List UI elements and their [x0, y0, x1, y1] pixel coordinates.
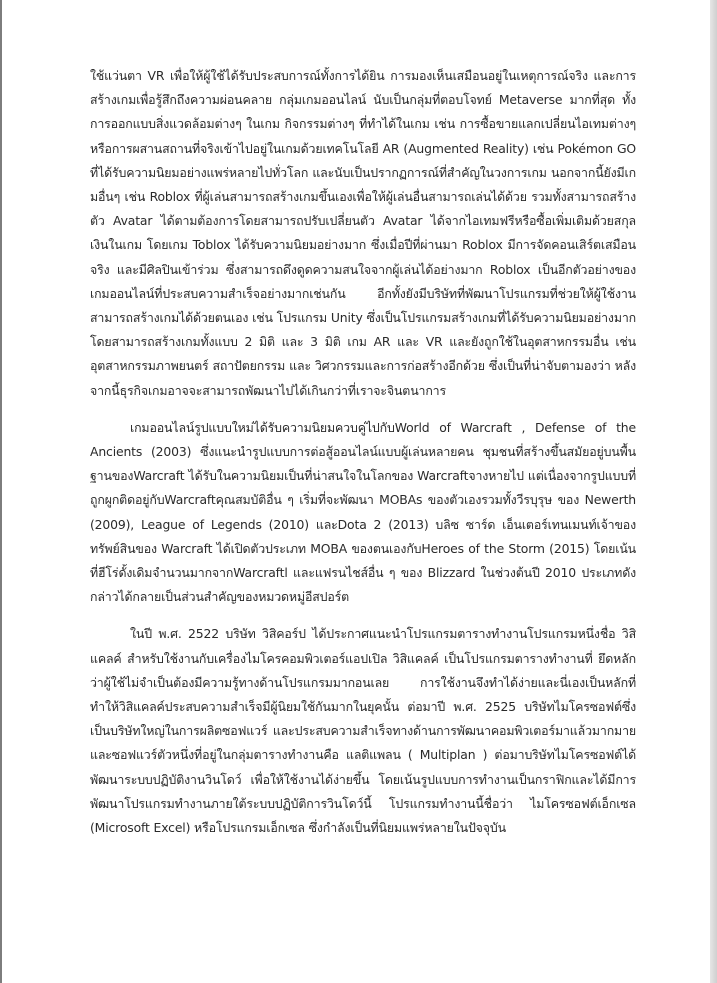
page-left-edge — [0, 0, 2, 983]
paragraph-spreadsheet-history: ในปี พ.ศ. 2522 บริษัท วิสิคอร์ป ได้ประกาศแนะนำโปรแกรมตารางทำงานโปรแกรมหนึ่งชื่อ วิสิแคลค์ สำหรับใช้งานกับเครื่องไมโครคอมพิวเตอร์แอปเปิล วิสิแคลค์ เป็นโปรแกรมตารางทำงานที่ ยึดหลักว่าผู้ใช้ไม่จำเป็นต้องมีความรู้ทางด้านโปรแกรมมากอนเลย การใช้งานจึงทำได้ง่ายและนี่เองเป็นหลักที่ทำให้วิสิแคลค์ประสบความสำเร็จมีผู้นิยมใช้กันมากในยุคนั้น ต่อมาปี พ.ศ. 2525 บริษัทไมโครซอฟต์ซึ่งเป็นบริษัทใหญ่ในการผลิตซอฟแวร์ และประสบความสำเร็จทางด้านการพัฒนาคอมพิวเตอร์มาแล้วมากมาย และซอฟแวร์ตัวหนึ่งที่อยู่ในกลุ่มตารางทำงานคือ แลติแพลน ( Multiplan ) ต่อมาบริษัทไมโครซอฟต์ได้พัฒนาระบบปฏิบัติงานวินโดว์ เพื่อให้ใช้งานได้ง่ายขึ้น โดยเน้นรูปแบบการทำงานเป็นกราฟิกและได้มีการพัฒนาโปรแกรมทำงานภายใต้ระบบปฏิบัติการวินโดว์นี้ โปรแกรมทำงานนี้ชื่อว่า ไมโครซอฟต์เอ็กเซล (Microsoft Excel) หรือโปรแกรมเอ็กเซล ซึ่งกำลังเป็นที่นิยมแพร่หลายในปัจจุบัน — [90, 626, 636, 836]
document-body — [90, 64, 636, 840]
page-right-edge — [710, 0, 717, 983]
paragraph-metaverse-games: ใช้แว่นตา VR เพื่อให้ผู้ใช้ได้รับประสบการณ์ทั้งการได้ยิน การมองเห็นเสมือนอยู่ในเหตุการณ์จริง และการสร้างเกมเพื่อรู้สึกถึงความผ่อนคลาย กลุ่มเกมออนไลน์ นับเป็นกลุ่มที่ตอบโจทย์ Metaverse มากที่สุด ทั้งการออกแบบสิ่งแวดล้อมต่างๆ ในเกม กิจกรรมต่างๆ ที่ทำได้ในเกม เช่น การซื้อขายแลกเปลี่ยนไอเทมต่างๆ หรือการผสานสถานที่จริงเข้าไปอยู่ในเกมด้วยเทคโนโลยี AR (Augmented Reality) เช่น Pokémon GO ที่ได้รับความนิยมอย่างแพร่หลายไปทั่วโลก และนับเป็นปรากฏการณ์ที่สำคัญในวงการเกม นอกจากนี้ยังมีเกมอื่นๆ เช่น Roblox ที่ผู้เล่นสามารถสร้างเกมขึ้นเองเพื่อให้ผู้เล่นอื่นสามารถเล่นได้ด้วย รวมทั้งสามารถสร้างตัว Avatar ได้ตามต้องการโดยสามารถปรับเปลี่ยนตัว Avatar ได้จากไอเทมฟรีหรือซื้อเพิ่มเติมด้วยสกุลเงินในเกม โดยเกม Toblox ได้รับความนิยมอย่างมาก ซึ่งเมื่อปีที่ผ่านมา Roblox มีการจัดคอนเสิร์ตเสมือนจริง และมีศิลปินเข้าร่วม ซึ่งสามารถดึงดูดความสนใจจากผู้เล่นได้อย่างมาก Roblox เป็นอีกตัวอย่างของเกมออนไลน์ที่ประสบความสำเร็จอย่างมากเช่นกัน อีกทั้งยังมีบริษัทที่พัฒนาโปรแกรมที่ช่วยให้ผู้ใช้งานสามารถสร้างเกมได้ด้วยตนเอง เช่น โปรแกรม Unity ซึ่งเป็นโปรแกรมสร้างเกมที่ได้รับความนิยมอย่างมาก โดยสามารถสร้างเกมทั้งแบบ 2 มิติ และ 3 มิติ เกม AR และ VR และยังถูกใช้ในอุตสาหกรรมอื่น เช่น อุตสาหกรรมภาพยนตร์ สถาปัตยกรรม และ วิศวกรรมและการก่อสร้างอีกด้วย ซึ่งเป็นที่น่าจับตามองว่า หลังจากนี้ธุรกิจเกมอาจจะสามารถพัฒนาไปได้เกินกว่าที่เราจะจินตนาการ — [90, 68, 636, 398]
paragraph-moba-history: เกมออนไลน์รูปแบบใหม่ได้รับความนิยมควบคู่ไปกับWorld of Warcraft , Defense of the Ancients (2003) ซึ่งแนะนำรูปแบบการต่อสู้ออนไลน์แบบผู้เล่นหลายคน ชุมชนที่สร้างขึ้นสมัยอยู่บนพื้นฐานของWarcraft ได้รับในความนิยมเป็นที่น่าสนใจในโลกของ Warcraftจางหายไป แต่เนื่องจากรูปแบบที่ถูกผูกติดอยู่กับWarcraftคุณสมบัติอื่น ๆ เริ่มที่จะพัฒนา MOBAs ของตัวเองรวมทั้งวีรบุรุษ ของ Newerth (2009), League of Legends (2010) และDota 2 (2013) บลิซ ซาร์ด เอ็นเตอร์เทนเมนท์เจ้าของทรัพย์สินของ Warcraft ได้เปิดตัวประเภท MOBA ของตนเองกับHeroes of the Storm (2015) โดยเน้นที่ฮีโร่ดั้งเดิมจำนวนมากจากWarcraftl และแฟรนไชส์อื่น ๆ ของ Blizzard ในช่วงต้นปี 2010 ประเภทดังกล่าวได้กลายเป็นส่วนสำคัญของหมวดหมู่อีสปอร์ต — [90, 419, 636, 605]
